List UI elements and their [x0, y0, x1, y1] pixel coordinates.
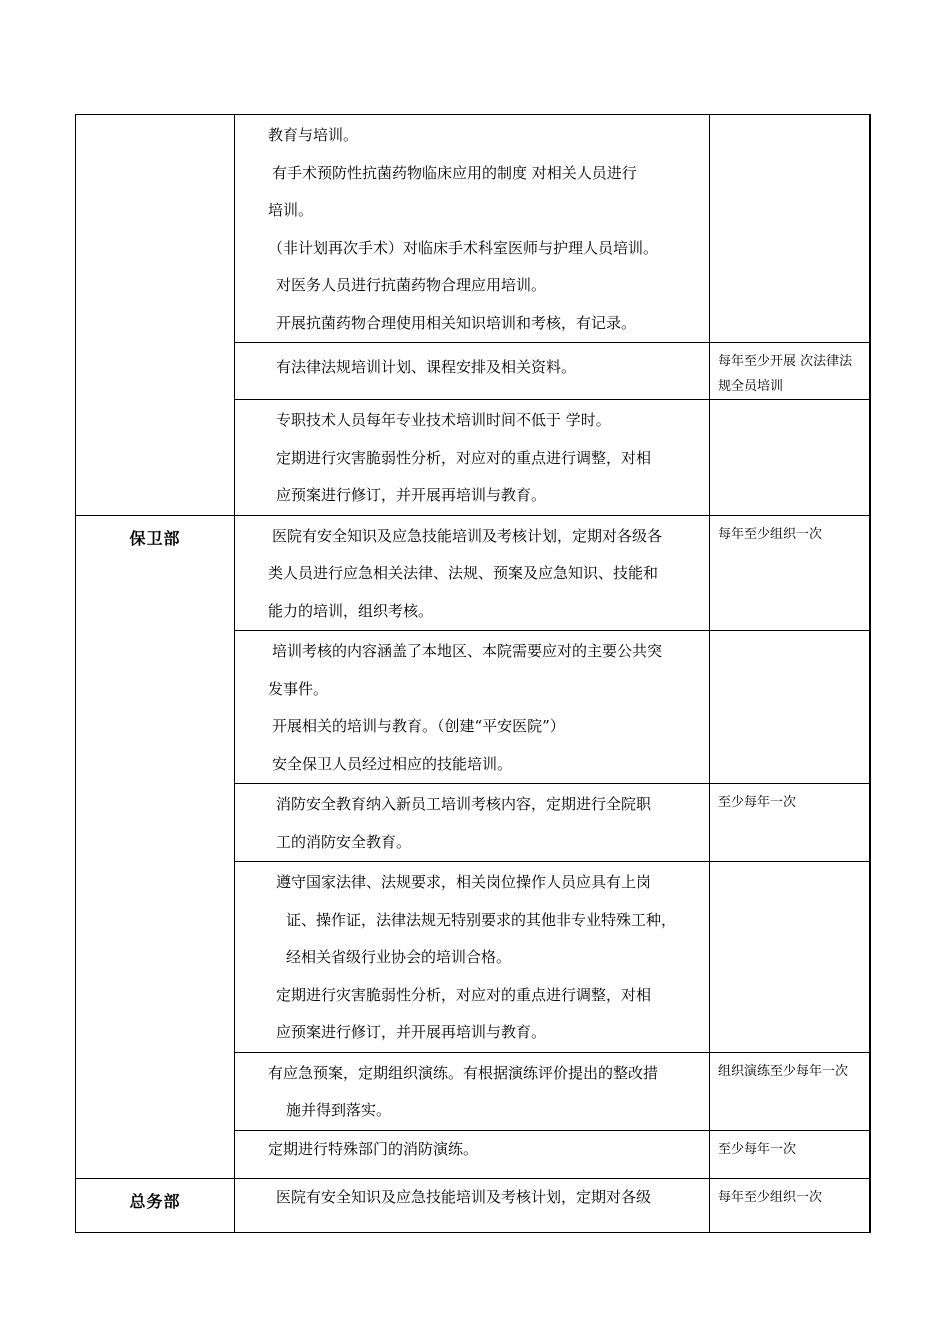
- frequency-note: 至少每年一次: [718, 1141, 797, 1157]
- frequency-cell: [710, 343, 870, 400]
- requirement-line: 开展抗菌药物合理使用相关知识培训和考核，有记录。: [276, 313, 637, 332]
- requirement-cell: [235, 631, 710, 784]
- requirement-line: 应预案进行修订，并开展再培训与教育。: [276, 486, 547, 504]
- requirement-line: 医院有安全知识及应急技能培训及考核计划，定期对各级各: [272, 526, 663, 545]
- requirement-line: 培训考核的内容涵盖了本地区、本院需要应对的主要公共突: [272, 642, 663, 660]
- requirement-line: 专职技术人员每年专业技术培训时间不低于 学时。: [276, 411, 611, 429]
- requirement-line: 能力的培训，组织考核。: [268, 601, 434, 620]
- requirement-line: 类人员进行应急相关法律、法规、预案及应急知识、技能和: [268, 564, 659, 582]
- requirement-line: 定期进行灾害脆弱性分析，对应对的重点进行调整，对相: [276, 985, 652, 1004]
- requirement-line: 工的消防安全教育。: [276, 832, 412, 851]
- requirement-line: 有应急预案，定期组织演练。有根据演练评价提出的整改措: [268, 1063, 659, 1082]
- requirement-line: 经相关省级行业协会的培训合格。: [286, 948, 512, 966]
- frequency-cell: [710, 1052, 870, 1130]
- requirement-line: 发事件。: [268, 679, 329, 698]
- requirement-line: 医院有安全知识及应急技能培训及考核计划，定期对各级: [276, 1187, 652, 1206]
- department-label: 保卫部: [129, 528, 181, 548]
- requirement-line: 定期进行灾害脆弱性分析，对应对的重点进行调整，对相: [276, 448, 652, 467]
- frequency-note: [710, 115, 869, 121]
- requirement-cell: [235, 515, 710, 631]
- frequency-note: [710, 400, 869, 406]
- frequency-cell: [710, 784, 870, 862]
- frequency-note: [710, 631, 869, 637]
- requirement-line: 培训。: [268, 201, 314, 219]
- frequency-cell: [710, 862, 870, 1053]
- requirement-line: （非计划再次手术）对临床手术科室医师与护理人员培训。: [268, 238, 659, 257]
- frequency-cell: [710, 631, 870, 784]
- requirement-line: 开展相关的培训与教育。（创建“平安医院”）: [272, 717, 565, 735]
- department-cell-security: [76, 515, 235, 1178]
- table-row: [76, 1178, 870, 1232]
- requirement-line: 安全保卫人员经过相应的技能培训。: [272, 754, 513, 773]
- department-cell-general-affairs: [76, 1178, 235, 1232]
- frequency-note: 每年至少组织一次: [718, 1189, 823, 1205]
- frequency-cell: [710, 400, 870, 516]
- requirement-cell: [235, 343, 710, 400]
- frequency-cell: [710, 515, 870, 631]
- table-row: [76, 115, 870, 343]
- training-requirements-table: [75, 114, 871, 1233]
- requirement-cell: [235, 862, 710, 1053]
- table-row: [76, 515, 870, 631]
- frequency-cell: [710, 1178, 870, 1232]
- frequency-note: 至少每年一次: [718, 795, 797, 810]
- frequency-note: 组织演练至少每年一次: [718, 1063, 849, 1079]
- requirement-line: 有法律法规培训计划、课程安排及相关资料。: [276, 358, 577, 376]
- requirement-cell: [235, 1130, 710, 1178]
- frequency-note: 每年至少组织一次: [718, 526, 823, 542]
- frequency-note: 每年至少开展 次法律法规全员培训: [718, 354, 853, 394]
- requirement-line: 施并得到落实。: [286, 1101, 392, 1119]
- requirement-line: 应预案进行修订，并开展再培训与教育。: [276, 1023, 547, 1041]
- frequency-cell: [710, 115, 870, 343]
- requirement-line: 对医务人员进行抗菌药物合理应用培训。: [276, 276, 547, 294]
- requirement-line: 定期进行特殊部门的消防演练。: [268, 1139, 479, 1158]
- requirement-cell: [235, 1178, 710, 1232]
- requirement-line: 教育与培训。: [268, 126, 359, 144]
- requirement-line: 有手术预防性抗菌药物临床应用的制度 对相关人员进行: [272, 163, 637, 182]
- department-label: 总务部: [129, 1191, 181, 1211]
- frequency-note: [710, 862, 869, 868]
- requirement-cell: [235, 400, 710, 516]
- requirement-line: 消防安全教育纳入新员工培训考核内容，定期进行全院职: [276, 795, 652, 813]
- requirement-cell: [235, 1052, 710, 1130]
- frequency-cell: [710, 1130, 870, 1178]
- department-cell-empty: [76, 115, 235, 516]
- requirement-line: 遵守国家法律、法规要求，相关岗位操作人员应具有上岗: [276, 873, 652, 891]
- requirement-cell: [235, 784, 710, 862]
- requirement-cell: [235, 115, 710, 343]
- requirement-line: 证、操作证，法律法规无特别要求的其他非专业特殊工种，: [286, 910, 677, 929]
